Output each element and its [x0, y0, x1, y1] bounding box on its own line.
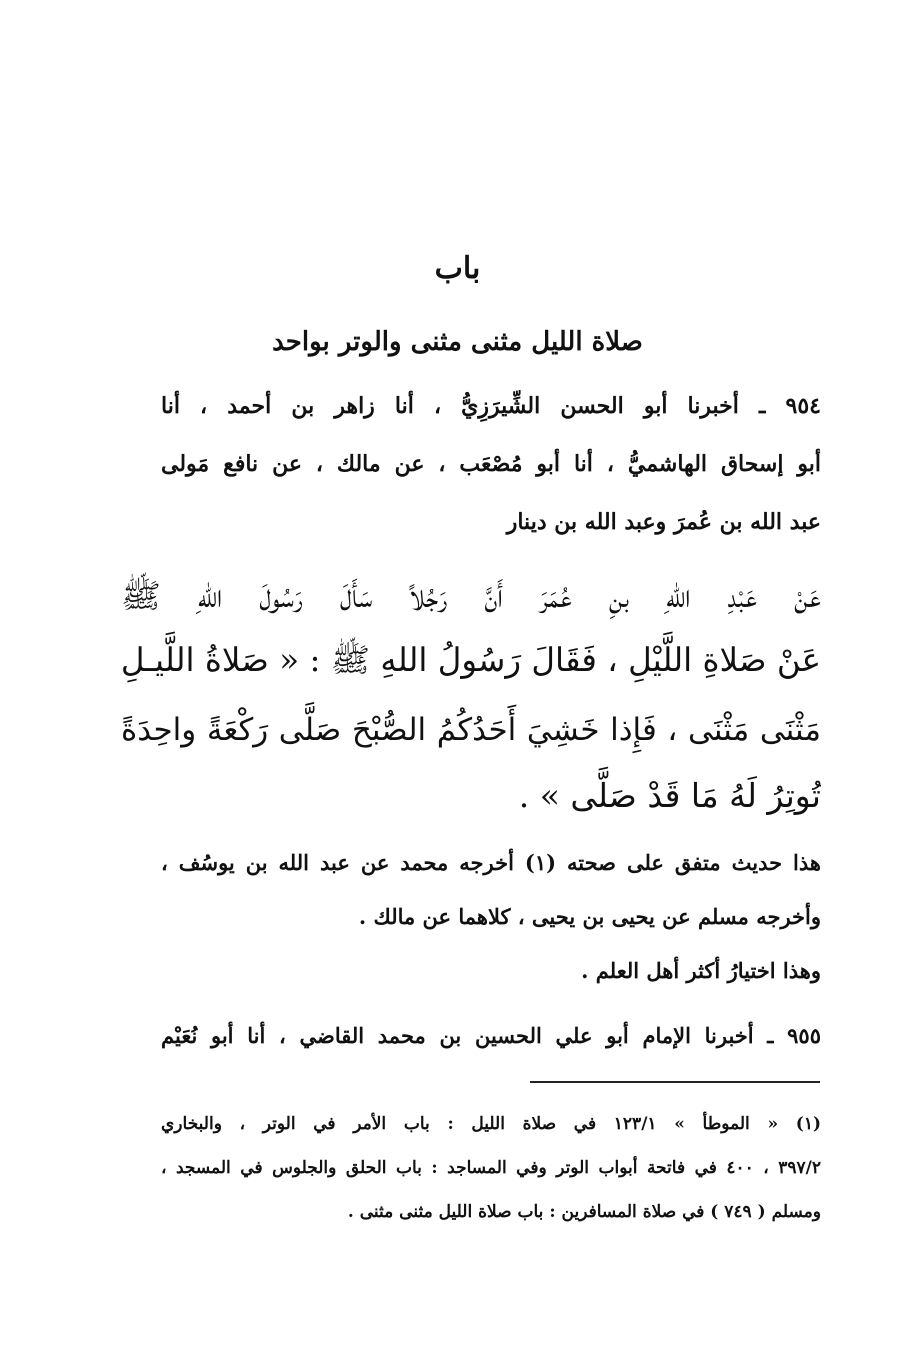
footnote-line: (١) « الموطأ » ١٢٣/١ في صلاة الليل : باب الأمر في الوتر ، والبخاري [161, 1114, 821, 1134]
hadith-line: عَنْ عَبْدِ اللهِ بنِ عُمَرَ أَنَّ رَجُلاً سَأَلَ رَسُولَ اللهِ ﷺ [121, 576, 821, 615]
isnad-line: ٩٥٤ ـ أخبرنا أبو الحسن الشِّيرَزِيُّ ، أنا زاهر بن أحمد ، أنا [161, 393, 821, 419]
section-heading: صلاة الليل مثنى مثنى والوتر بواحد [272, 327, 643, 357]
next-entry-line: ٩٥٥ ـ أخبرنا الإمام أبو علي الحسين بن محمد القاضي ، أنا أبو نُعَيْم [161, 1023, 821, 1048]
footnote-line: ومسلم ( ٧٤٩ ) في صلاة المسافرين : باب صلاة الليل مثنى مثنى . [347, 1202, 821, 1222]
hadith-line: مَثْنَى مَثْنَى ، فَإِذا خَشِيَ أَحَدُكُمُ الصُّبْحَ صَلَّى رَكْعَةً واحِدَةً [121, 712, 821, 748]
chapter-title: باب [434, 251, 481, 286]
commentary-line: هذا حديث متفق على صحته (١) أخرجه محمد عن عبد الله بن يوسُف ، [161, 850, 821, 875]
hadith-line: عَنْ صَلاةِ اللَّيْلِ ، فَقَالَ رَسُولُ اللهِ ﷺ : « صَلاةُ اللَّيـلِ [121, 641, 821, 679]
footnote-line: ٣٩٧/٢ ، ٤٠٠ في فاتحة أبواب الوتر وفي المساجد : باب الحلق والجلوس في المسجد ، [161, 1158, 821, 1178]
hadith-line: تُوتِرُ لَهُ مَا قَدْ صَلَّى » . [518, 776, 821, 815]
commentary-line: وهذا اختيارُ أكثر أهل العلم . [581, 958, 821, 983]
commentary-line: وأخرجه مسلم عن يحيى بن يحيى ، كلاهما عن مالك . [358, 904, 821, 929]
isnad-line: أبو إسحاق الهاشميُّ ، أنا أبو مُصْعَب ، عن مالك ، عن نافع مَولى [161, 451, 821, 477]
footnote-divider [530, 1081, 820, 1083]
isnad-line: عبد الله بن عُمرَ وعبد الله بن دينار [506, 509, 821, 535]
